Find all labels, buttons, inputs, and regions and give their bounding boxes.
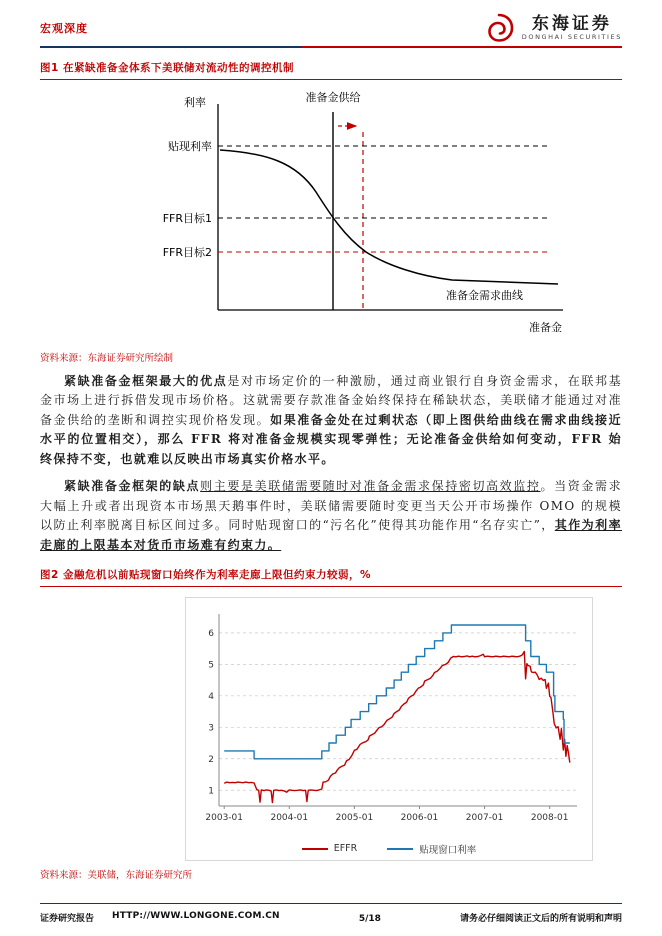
page-header (40, 0, 622, 46)
ffr-target1-label: FFR目标1 (162, 212, 212, 225)
svg-text:1: 1 (208, 786, 214, 797)
header-divider (40, 46, 622, 48)
legend-item-discount-window (387, 842, 476, 856)
figure2-line-chart (189, 604, 589, 836)
figure1-svg (148, 88, 578, 340)
discount-window-line-swatch-icon (387, 848, 413, 850)
text-segment: 如果准备金处在过剩状态（即上图供给曲线在需求曲线接近水平的位置相交），那么 FFR 将对准备金规模实现零弹性；无论准备金供给如何变动，FFR 始终保持不变，也就难以反映出市场真实价格水平。 (40, 412, 622, 466)
supply-label: 准备金供给 (305, 91, 361, 104)
figure1-diagram (148, 88, 622, 344)
paragraph-2 (40, 477, 622, 555)
svg-text:2003-01: 2003-01 (205, 812, 244, 823)
brand-subtitle: DONGHAI SECURITIES (521, 33, 622, 42)
footer-page-number: 5/18 (358, 914, 381, 924)
figure2-title: 图2 金融危机以前贴现窗口始终作为利率走廊上限但约束力较弱，% (40, 567, 622, 587)
svg-text:3: 3 (208, 723, 214, 734)
legend-item-effr (302, 843, 358, 854)
ffr-target2-label: FFR目标2 (162, 246, 212, 259)
text-segment: 紧缺准备金框架最大的优点 (64, 374, 228, 388)
paragraph-1 (40, 372, 622, 469)
footer-left-group (40, 911, 280, 924)
brand (483, 12, 622, 44)
donghai-dragon-logo-icon (483, 12, 515, 44)
divider-navy-segment (40, 46, 302, 48)
divider-red-segment (302, 46, 622, 48)
svg-text:2005-01: 2005-01 (335, 812, 374, 823)
figure1-source: 资料来源：东海证券研究所绘制 (40, 353, 174, 364)
svg-text:2007-01: 2007-01 (465, 812, 504, 823)
page-footer (40, 903, 622, 924)
footer-website-link[interactable]: HTTP://WWW.LONGONE.COM.CN (112, 911, 280, 921)
effr-legend-label: EFFR (333, 843, 358, 855)
discount-window-legend-label: 贴现窗口利率 (419, 844, 477, 856)
y-axis-label: 利率 (184, 96, 206, 109)
figure2-chart (185, 597, 593, 861)
svg-text:2006-01: 2006-01 (400, 812, 439, 823)
svg-text:5: 5 (208, 660, 214, 671)
brand-name: 东海证券 (531, 13, 612, 34)
footer-report-type: 证券研究报告 (40, 914, 95, 924)
text-segment: 。当资金需求大幅上升或者出现资本市场黑天鹅事件时，美联储需要随时变更当天公开市场操作 OMO 的规模以防止利率脱离目标区间过多。同时贴现窗口的“污名化”使得其功能作用“名存实亡”， (40, 479, 622, 533)
figure2-source: 资料来源：美联储，东海证券研究所 (40, 869, 193, 881)
discount-rate-label: 贴现利率 (168, 140, 212, 153)
demand-curve-label: 准备金需求曲线 (446, 289, 523, 302)
chart-legend (189, 842, 589, 856)
text-segment: 紧缺准备金框架的缺点 (64, 479, 201, 494)
x-axis-label: 准备金 (529, 321, 562, 334)
svg-text:2004-01: 2004-01 (270, 812, 309, 823)
text-segment: 是对市场定价的一种激励，通过商业银行自身资金需求，在联邦基金市场上进行拆借发现市场价格。这就需要存款准备金始终保持在稀缺状态，美联储才能通过对准备金供给的垄断和调控实现价格发现。 (40, 374, 622, 427)
figure1-title: 图1 在紧缺准备金体系下美联储对流动性的调控机制 (40, 60, 622, 80)
footer-disclaimer: 请务必仔细阅读正文后的所有说明和声明 (459, 914, 622, 924)
svg-text:2008-01: 2008-01 (530, 812, 569, 823)
effr-line-swatch-icon (302, 848, 328, 850)
svg-text:2: 2 (208, 754, 214, 765)
demand-curve (220, 150, 558, 284)
svg-text:6: 6 (208, 628, 214, 639)
text-segment: 则主要是美联储需要随时对准备金需求保持密切高效监控 (200, 479, 541, 494)
svg-text:4: 4 (208, 691, 214, 702)
report-category: 宏观深度 (40, 22, 88, 35)
text-segment: 其作为利率走廊的上限基本对货币市场难有约束力。 (40, 518, 622, 552)
brand-text (522, 15, 622, 42)
